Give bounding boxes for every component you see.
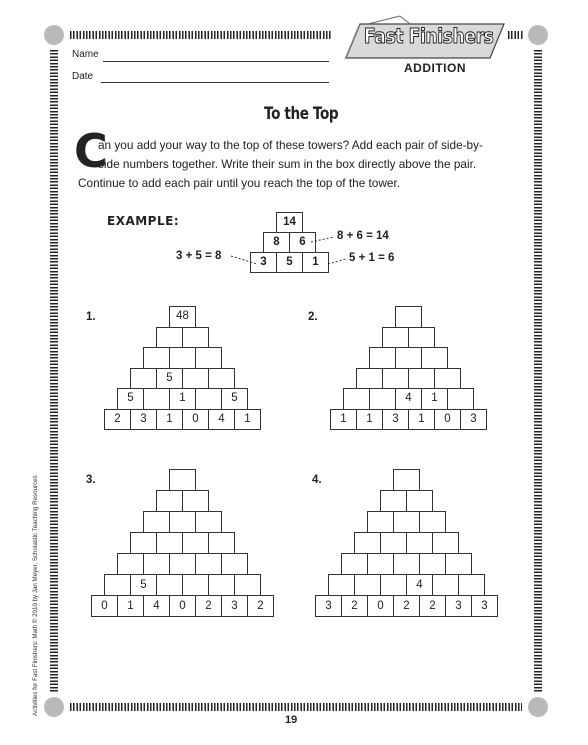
problem-2-cell[interactable] (395, 347, 422, 369)
problem-4-cell[interactable] (354, 532, 381, 554)
border-top-right (508, 31, 524, 39)
problem-4-cell[interactable]: 2 (341, 595, 368, 617)
subject-label: ADDITION (404, 61, 466, 75)
problem-1-cell[interactable]: 4 (208, 409, 235, 431)
problem-4-cell[interactable]: 2 (393, 595, 420, 617)
intro-line-3: Continue to add each pair until you reach the top of the tower. (78, 176, 401, 190)
date-field[interactable] (101, 82, 329, 83)
problem-3-cell[interactable] (195, 511, 222, 533)
problem-3-cell[interactable] (104, 574, 131, 596)
example-cell[interactable]: 6 (289, 232, 316, 253)
problem-3-cell[interactable] (208, 532, 235, 554)
example-note-top-right: 8 + 6 = 14 (337, 230, 389, 242)
page-number: 19 (285, 714, 298, 726)
problem-2-cell[interactable] (356, 368, 383, 390)
problem-1-cell[interactable]: 5 (117, 388, 144, 410)
example-cell[interactable]: 5 (276, 252, 303, 273)
problem-1-cell[interactable] (195, 347, 222, 369)
example-cell[interactable]: 3 (250, 252, 277, 273)
problem-3-cell[interactable] (117, 553, 144, 575)
problem-1-cell[interactable] (156, 327, 183, 349)
problem-2-cell[interactable] (447, 388, 474, 410)
problem-3-cell[interactable]: 2 (247, 595, 274, 617)
problem-1-cell[interactable]: 5 (156, 368, 183, 390)
problem-3-cell[interactable] (143, 553, 170, 575)
problem-2-cell[interactable] (395, 306, 422, 328)
problem-3-cell[interactable] (195, 553, 222, 575)
example-label: EXAMPLE: (107, 214, 180, 228)
problem-4-cell[interactable] (380, 490, 407, 512)
name-label: Name (72, 49, 99, 60)
intro-line-2: side numbers together. Write their sum in the box directly above the pair. (98, 157, 477, 171)
dropcap-letter: C (74, 124, 108, 178)
example-cell[interactable]: 8 (263, 232, 290, 253)
problem-4-cell[interactable] (367, 511, 394, 533)
problem-3-cell[interactable] (156, 532, 183, 554)
problem-3-cell[interactable] (156, 490, 183, 512)
problem-2-cell[interactable] (382, 368, 409, 390)
problem-3-cell[interactable]: 3 (221, 595, 248, 617)
corner-dot-bottom-right (528, 697, 548, 717)
border-bottom (70, 703, 522, 711)
problem-number-3: 3. (86, 474, 96, 486)
problem-2-cell[interactable] (434, 368, 461, 390)
problem-3-cell[interactable] (182, 532, 209, 554)
problem-4-cell[interactable] (419, 511, 446, 533)
problem-2-cell[interactable]: 1 (421, 388, 448, 410)
problem-4-cell[interactable] (341, 553, 368, 575)
problem-2-cell[interactable]: 1 (356, 409, 383, 431)
problem-1-cell[interactable]: 5 (221, 388, 248, 410)
problem-4-cell[interactable] (406, 490, 433, 512)
problem-2-cell[interactable] (382, 327, 409, 349)
problem-3-cell[interactable]: 5 (130, 574, 157, 596)
problem-1-cell[interactable]: 1 (169, 388, 196, 410)
problem-3-cell[interactable] (169, 553, 196, 575)
problem-2-cell[interactable] (421, 347, 448, 369)
problem-4-cell[interactable] (393, 511, 420, 533)
problem-2-cell[interactable]: 4 (395, 388, 422, 410)
problem-2-cell[interactable]: 1 (408, 409, 435, 431)
problem-1-cell[interactable]: 2 (104, 409, 131, 431)
problem-1-cell[interactable] (143, 347, 170, 369)
problem-4-cell[interactable] (393, 469, 420, 491)
problem-2-cell[interactable] (408, 368, 435, 390)
problem-2-cell[interactable]: 0 (434, 409, 461, 431)
problem-3-cell[interactable] (169, 511, 196, 533)
example-note-left: 3 + 5 = 8 (176, 250, 222, 262)
corner-dot-top-right (528, 25, 548, 45)
intro-line-1: an you add your way to the top of these towers? Add each pair of side-by- (98, 138, 483, 152)
name-field[interactable] (103, 61, 329, 62)
problem-3-cell[interactable] (208, 574, 235, 596)
problem-3-cell[interactable]: 2 (195, 595, 222, 617)
problem-1-cell[interactable] (169, 347, 196, 369)
problem-4-cell[interactable]: 3 (315, 595, 342, 617)
worksheet-title: To the Top (264, 104, 339, 124)
problem-3-cell[interactable]: 0 (169, 595, 196, 617)
problem-3-cell[interactable] (221, 553, 248, 575)
problem-1-cell[interactable]: 0 (182, 409, 209, 431)
problem-3-cell[interactable]: 4 (143, 595, 170, 617)
problem-1-cell[interactable] (182, 368, 209, 390)
problem-4-cell[interactable]: 2 (419, 595, 446, 617)
problem-number-4: 4. (312, 474, 322, 486)
problem-1-cell[interactable] (130, 368, 157, 390)
problem-4-cell[interactable] (380, 532, 407, 554)
problem-number-1: 1. (86, 311, 96, 323)
corner-dot-top-left (44, 25, 64, 45)
date-label: Date (72, 71, 94, 82)
problem-4-cell[interactable] (328, 574, 355, 596)
problem-2-cell[interactable] (369, 388, 396, 410)
problem-4-cell[interactable]: 3 (445, 595, 472, 617)
problem-2-cell[interactable]: 3 (382, 409, 409, 431)
problem-3-cell[interactable]: 1 (117, 595, 144, 617)
border-top-left (70, 31, 332, 39)
problem-3-cell[interactable]: 0 (91, 595, 118, 617)
problem-3-cell[interactable] (156, 574, 183, 596)
example-note-bottom-right: 5 + 1 = 6 (349, 252, 395, 264)
problem-1-cell[interactable] (195, 388, 222, 410)
problem-2-cell[interactable] (408, 327, 435, 349)
problem-number-2: 2. (308, 311, 318, 323)
problem-3-cell[interactable] (143, 511, 170, 533)
example-cell[interactable]: 14 (276, 212, 303, 233)
problem-4-cell[interactable] (406, 532, 433, 554)
example-cell[interactable]: 1 (302, 252, 329, 273)
problem-4-cell[interactable]: 0 (367, 595, 394, 617)
problem-4-cell[interactable]: 4 (406, 574, 433, 596)
border-right (534, 50, 542, 692)
problem-1-cell[interactable] (208, 368, 235, 390)
problem-4-cell[interactable] (354, 574, 381, 596)
problem-3-cell[interactable] (182, 490, 209, 512)
problem-1-cell[interactable] (143, 388, 170, 410)
problem-3-cell[interactable] (130, 532, 157, 554)
copyright-credit: Activities for Fast Finishers: Math © 2010 by Jan Meyer, Scholastic Teaching Resources (32, 475, 39, 716)
problem-1-cell[interactable]: 1 (234, 409, 261, 431)
series-title: Fast Finishers (364, 24, 494, 48)
problem-4-cell[interactable] (445, 553, 472, 575)
problem-2-cell[interactable] (343, 388, 370, 410)
border-left (50, 50, 58, 692)
problem-4-cell[interactable] (432, 532, 459, 554)
problem-2-cell[interactable]: 1 (330, 409, 357, 431)
problem-1-cell[interactable]: 3 (130, 409, 157, 431)
problem-2-cell[interactable] (369, 347, 396, 369)
corner-dot-bottom-left (44, 697, 64, 717)
problem-1-cell[interactable]: 1 (156, 409, 183, 431)
problem-1-cell[interactable] (182, 327, 209, 349)
problem-4-cell[interactable] (393, 553, 420, 575)
problem-4-cell[interactable] (367, 553, 394, 575)
problem-4-cell[interactable] (458, 574, 485, 596)
problem-1-cell[interactable]: 48 (169, 306, 196, 328)
problem-4-cell[interactable]: 3 (471, 595, 498, 617)
problem-3-cell[interactable] (169, 469, 196, 491)
problem-3-cell[interactable] (182, 574, 209, 596)
problem-4-cell[interactable] (419, 553, 446, 575)
problem-4-cell[interactable] (432, 574, 459, 596)
problem-3-cell[interactable] (234, 574, 261, 596)
problem-2-cell[interactable]: 3 (460, 409, 487, 431)
problem-4-cell[interactable] (380, 574, 407, 596)
